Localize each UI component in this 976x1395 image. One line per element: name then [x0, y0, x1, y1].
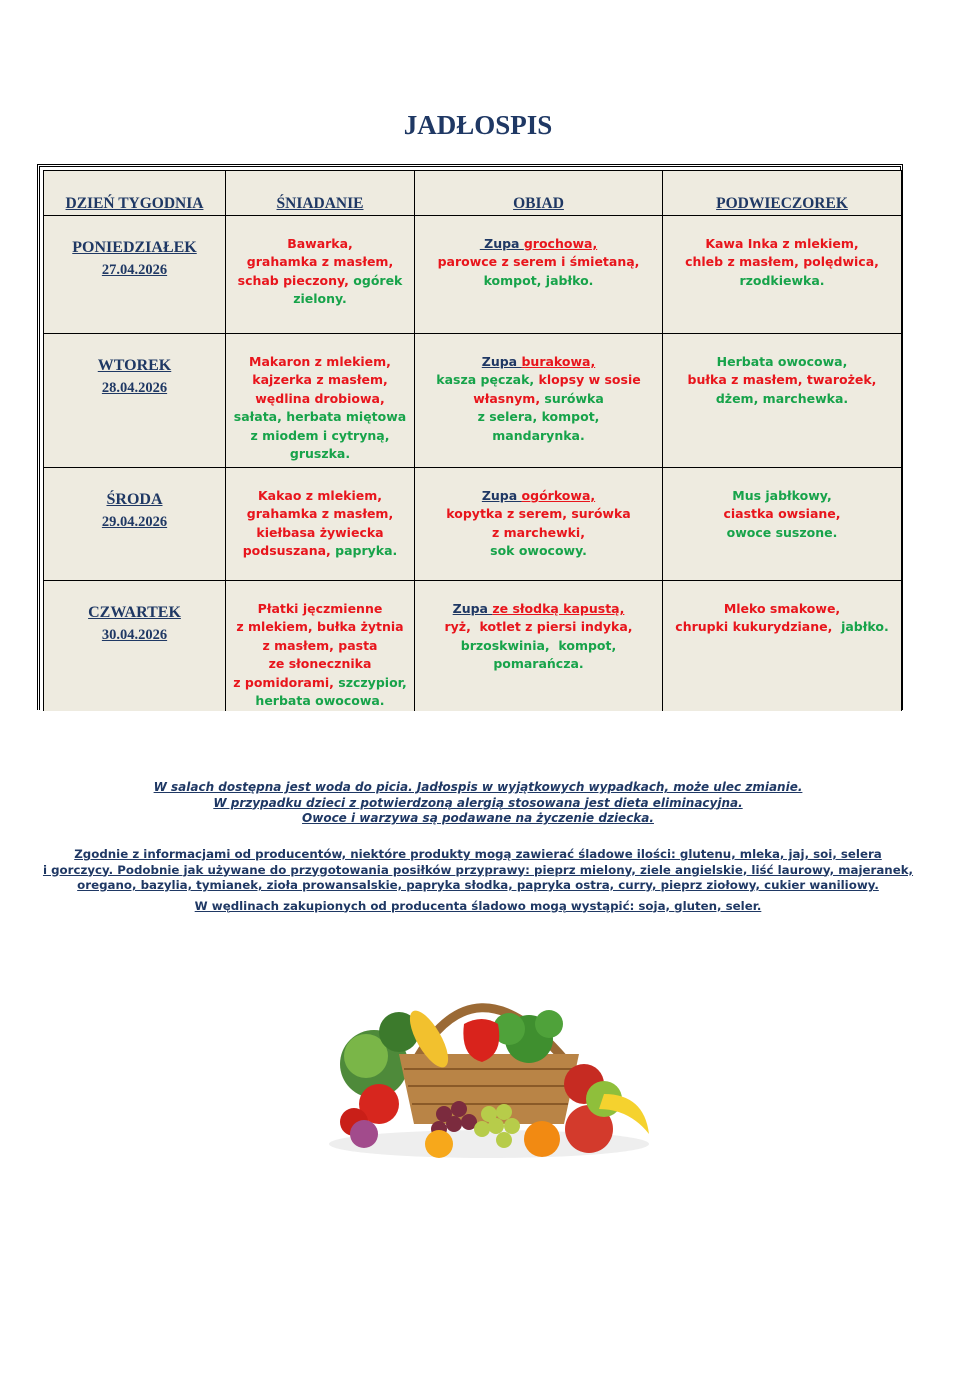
meal-item: rzodkiewka. [739, 272, 825, 288]
meal-item: kasza pęczak, [436, 372, 539, 388]
meal-line [663, 505, 901, 523]
meal-item: klopsy w sosie [538, 372, 641, 388]
meal-line [226, 371, 414, 389]
meal-line [226, 618, 414, 636]
meal-line [226, 505, 414, 523]
meal-item: schab pieczony, [237, 272, 354, 288]
meal-item: Kakao z mlekiem, [257, 488, 383, 503]
meal-text [663, 216, 901, 290]
breakfast-cell [226, 581, 415, 711]
header-snack: PODWIECZOREK [663, 171, 902, 216]
meal-item: kajzerka z masłem, [252, 372, 388, 388]
meal-item: jabłko. [841, 619, 889, 635]
info-note-line: W przypadku dzieci z potwierdzoną alergią stosowana jest dieta eliminacyjna. [213, 795, 743, 810]
meal-line [663, 353, 901, 371]
snack-cell [663, 216, 902, 334]
meal-item: kompot, jabłko. [483, 272, 594, 288]
allergen-note-line: Zgodnie z informacjami od producentów, niektóre produkty mogą zawierać śladowe ilości: glutenu, mleka, jaj, soi, selera [74, 847, 882, 861]
meal-line [663, 272, 901, 290]
meal-text [415, 216, 662, 290]
menu-header-row [44, 171, 902, 216]
meal-item: z marchewki, [492, 524, 585, 540]
info-note-line: W salach dostępna jest woda do picia. Jadłospis w wyjątkowych wypadkach, może ulec zmianie. [153, 780, 803, 794]
meal-item: dżem, marchewka. [715, 390, 849, 406]
meal-text [663, 581, 901, 637]
meal-text [415, 334, 662, 445]
meal-line [226, 290, 414, 308]
meal-item: owoce suszone. [726, 524, 838, 540]
meal-item: grahamka z masłem, [246, 506, 394, 522]
meal-text [415, 468, 662, 561]
meal-item: Zupa [479, 236, 524, 251]
meal-line [226, 600, 414, 618]
meal-item: ze słodką kapustą, [492, 601, 625, 616]
meal-item: szczypior, [338, 674, 407, 690]
meal-line [226, 655, 414, 673]
meal-line [415, 371, 662, 389]
snack-cell [663, 334, 902, 468]
day-name: PONIEDZIAŁEK [72, 239, 197, 256]
meal-line [226, 445, 414, 463]
meal-item: chleb z masłem, polędwica, [685, 254, 879, 270]
meal-item: brzoskwinia, kompot, [460, 637, 617, 653]
meal-text [226, 216, 414, 309]
meal-item: mandarynka. [492, 427, 585, 443]
meal-item: papryka. [335, 543, 398, 559]
meal-item: surówka [544, 390, 604, 406]
day-name: WTOREK [97, 357, 172, 374]
breakfast-cell [226, 468, 415, 581]
meal-item: grahamka z masłem, [246, 254, 394, 270]
table-row [44, 581, 902, 711]
meal-item: bułka z masłem, twarożek, [687, 372, 877, 388]
meal-item: Zupa [481, 488, 522, 503]
meal-line [226, 427, 414, 445]
meal-line [663, 600, 901, 618]
meal-item: Mleko smakowe, [723, 601, 841, 616]
table-row [44, 216, 902, 334]
meal-item: ciastka owsiane, [723, 506, 841, 522]
menu-table [43, 170, 902, 711]
fruit-basket-image [304, 944, 666, 1185]
day-date: 29.04.2026 [101, 514, 168, 530]
header-lunch: OBIAD [415, 171, 663, 216]
meal-item: z pomidorami, [233, 674, 339, 690]
meal-line [226, 637, 414, 655]
meal-line [415, 505, 662, 523]
meal-item: zielony. [293, 291, 347, 307]
meal-item: burakowa, [521, 354, 596, 369]
header-breakfast: ŚNIADANIE [226, 171, 415, 216]
meal-text [663, 334, 901, 408]
meal-line [415, 235, 662, 253]
lunch-cell [415, 581, 663, 711]
info-note-line: Owoce i warzywa są podawane na życzenie dziecka. [302, 811, 654, 825]
meal-item: z miodem i cytryną, [250, 427, 390, 443]
meal-line [226, 253, 414, 271]
lunch-cell [415, 334, 663, 468]
day-cell [44, 468, 226, 581]
meal-line [415, 542, 662, 560]
meal-line [415, 408, 662, 426]
meal-line [415, 253, 662, 271]
snack-cell [663, 581, 902, 711]
cold-cuts-note: W wędlinach zakupionych od producenta śladowo mogą wystąpić: soja, gluten, seler. [194, 898, 762, 913]
meal-item: kopytka z serem, surówka [446, 506, 631, 522]
day-date: 30.04.2026 [101, 627, 168, 643]
meal-line [663, 524, 901, 542]
lunch-cell [415, 216, 663, 334]
meal-line [226, 542, 414, 560]
meal-line [415, 655, 662, 673]
meal-item: Mus jabłkowy, [732, 488, 832, 503]
meal-line [226, 353, 414, 371]
meal-item: Herbata owocowa, [716, 354, 848, 369]
meal-item: Makaron z mlekiem, [249, 354, 391, 369]
snack-cell [663, 468, 902, 581]
meal-line [415, 600, 662, 618]
meal-line [663, 371, 901, 389]
meal-item: grochowa, [523, 236, 598, 251]
meal-line [415, 353, 662, 371]
meal-item: kiełbasa żywiecka [256, 524, 384, 540]
meal-item: ogórek [353, 272, 403, 288]
meal-line [226, 524, 414, 542]
table-row [44, 468, 902, 581]
meal-item: sałata, herbata miętowa [233, 409, 407, 425]
meal-item: ze słonecznika [268, 656, 372, 672]
fruit-basket-icon [304, 944, 666, 1185]
meal-item: z selera, kompot, [477, 409, 600, 425]
meal-item: parowce z serem i śmietaną, [437, 254, 640, 270]
day-name: ŚRODA [106, 491, 163, 508]
meal-item: pomarańcza. [493, 656, 584, 672]
meal-text [226, 468, 414, 561]
meal-line [663, 618, 901, 636]
meal-item: z mlekiem, bułka żytnia [236, 619, 404, 635]
meal-line [415, 618, 662, 636]
meal-item: podsuszana, [242, 543, 336, 559]
page-title: JADŁOSPIS [403, 110, 553, 140]
table-row [44, 334, 902, 468]
meal-line [415, 427, 662, 445]
breakfast-cell [226, 216, 415, 334]
allergen-note-line: i gorczycy. Podobnie jak używane do przygotowania posiłków przyprawy: pieprz mielony, ziele angielskie, liść laurowy, majeranek, [42, 862, 914, 877]
meal-line [415, 524, 662, 542]
meal-item: herbata owocowa. [255, 693, 385, 709]
meal-item: Zupa [481, 354, 522, 369]
meal-line [415, 637, 662, 655]
meal-item: ryż, kotlet z piersi indyka, [444, 619, 633, 635]
meal-line [226, 408, 414, 426]
meal-item: Płatki jęczmienne [257, 601, 383, 616]
meal-item: gruszka. [289, 446, 351, 462]
meal-item: chrupki kukurydziane, [675, 619, 842, 635]
meal-line [226, 390, 414, 408]
meal-line [663, 390, 901, 408]
meal-line [226, 674, 414, 692]
day-cell [44, 216, 226, 334]
meal-line [663, 235, 901, 253]
meal-line [226, 235, 414, 253]
day-date: 28.04.2026 [101, 380, 168, 396]
meal-item: ogórkowa, [521, 488, 596, 503]
meal-line [415, 487, 662, 505]
allergen-notes [0, 847, 956, 914]
meal-text [415, 581, 662, 674]
day-date: 27.04.2026 [101, 262, 168, 278]
meal-text [226, 581, 414, 710]
meal-line [226, 272, 414, 290]
header-day: DZIEŃ TYGODNIA [44, 171, 226, 216]
meal-item: Zupa [452, 601, 493, 616]
meal-item: Kawa Inka z mlekiem, [705, 236, 859, 251]
meal-item: wędlina drobiowa, [255, 390, 385, 406]
meal-item: Bawarka, [287, 236, 353, 251]
day-cell [44, 334, 226, 468]
day-name: CZWARTEK [88, 604, 181, 621]
meal-text [663, 468, 901, 542]
meal-line [226, 692, 414, 710]
day-cell [44, 581, 226, 711]
breakfast-cell [226, 334, 415, 468]
meal-text [226, 334, 414, 463]
meal-line [663, 487, 901, 505]
info-notes [0, 780, 956, 827]
meal-item: własnym, [473, 390, 545, 406]
meal-line [415, 272, 662, 290]
allergen-note-line: oregano, bazylia, tymianek, zioła prowansalskie, papryka słodka, papryka ostra, curry, pieprz ziołowy, cukier waniliowy. [77, 878, 879, 892]
meal-item: sok owocowy. [490, 543, 587, 559]
meal-line [415, 390, 662, 408]
lunch-cell [415, 468, 663, 581]
meal-line [663, 253, 901, 271]
meal-item: z masłem, pasta [262, 637, 378, 653]
meal-line [226, 487, 414, 505]
